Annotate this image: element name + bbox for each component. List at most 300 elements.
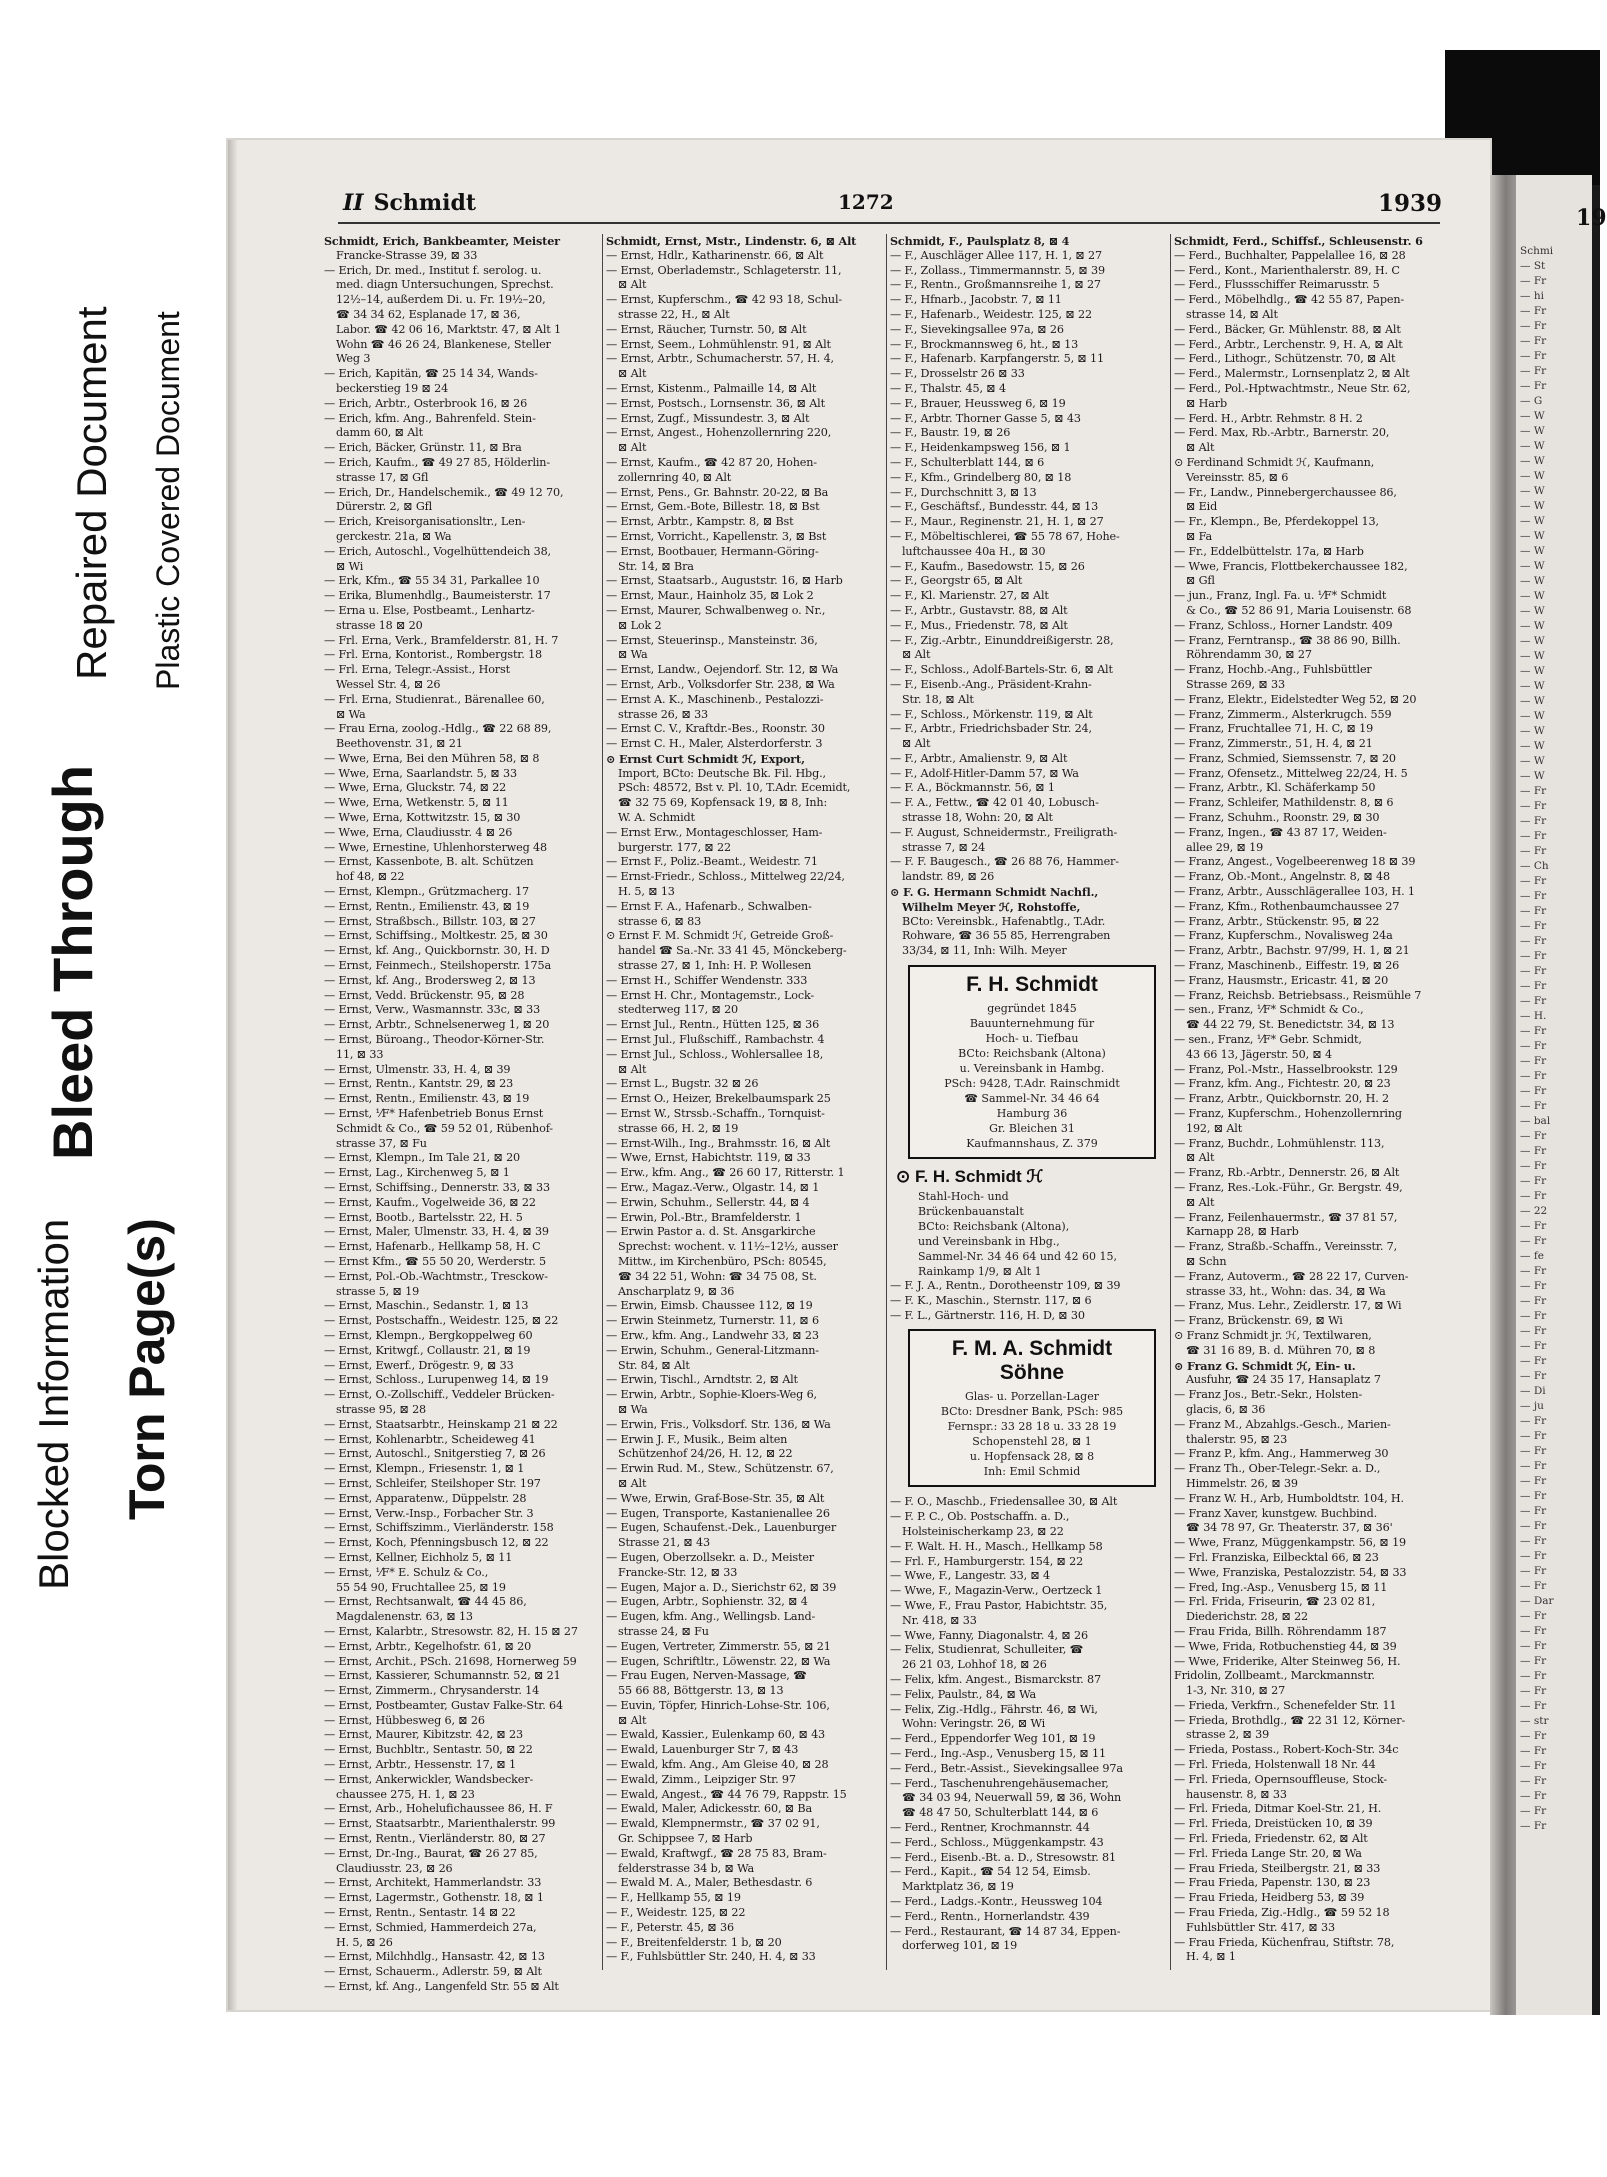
directory-entry-line: — Frl. Erna, Telegr.-Assist., Horst [324,663,510,677]
directory-entry-line: — Frieda, Verkfrn., Schenefelder Str. 11 [1174,1698,1397,1712]
advert-text-line: Fernspr.: 33 28 18 u. 33 28 19 [947,1420,1117,1434]
directory-entry-line: — Ernst, ⅟F* E. Schulz & Co., [324,1565,489,1579]
directory-entry-line: Anscharplatz 9, ⊠ 36 [618,1284,735,1298]
directory-entry-line: — Ernst, Verw.-Insp., Forbacher Str. 3 [324,1506,534,1520]
directory-entry-line: — Felix, Studienrat, Schulleiter, ☎ [890,1643,1084,1657]
directory-entry-line: — Frau Frieda, Zig.-Hdlg., ☎ 59 52 18 [1174,1906,1390,1920]
facing-page-line: — hi [1520,290,1544,302]
directory-entry-line: zollernring 40, ⊠ Alt [618,470,732,484]
directory-entry-line: ⊠ Alt [618,1062,647,1076]
section-number: II [343,190,364,216]
directory-entry-line: — Franz, Angest., Vogelbeerenweg 18 ⊠ 39 [1174,855,1416,869]
facing-page-line: — Fr [1520,1355,1547,1367]
directory-entry-line: — Frl. Erna, Kontorist., Rombergstr. 18 [324,648,543,662]
directory-entry-line: ⊙ Franz Schmidt jr. ℋ, Textilwaren, [1174,1328,1372,1342]
directory-entry-line: — Franz, Kupferschm., Hohenzollernring [1174,1107,1402,1121]
directory-entry-line: ⊠ Alt [1186,1151,1215,1165]
directory-entry-line: strasse 17, ⊠ Gfl [336,470,429,484]
facing-page-line: — Fr [1520,1685,1547,1697]
directory-entry-line: Diederichstr. 28, ⊠ 22 [1186,1610,1309,1624]
advert-fh-schmidt-bau [908,965,1156,1159]
directory-entry-line: — Euvin, Töpfer, Hinrich-Lohse-Str. 106, [606,1698,830,1712]
directory-entry-line: Marktplatz 36, ⊠ 19 [902,1880,1014,1894]
directory-entry-line: — Ernst-Friedr., Schloss., Mittelweg 22/24, [606,870,845,884]
facing-page-line: — W [1520,710,1545,722]
facing-page-line: — Fr [1520,1415,1547,1427]
directory-entry-line: hausenstr. 8, ⊠ 33 [1186,1787,1287,1801]
directory-entry-line: — Erich, Kaufm., ☎ 49 27 85, Hölderlin- [324,455,550,469]
directory-entry-line: — Ernst, Postbeamter, Gustav Falke-Str. 64 [324,1698,563,1712]
directory-entry-line: — Ernst, Straßbsch., Billstr. 103, ⊠ 27 [324,914,536,928]
facing-page-line: — Fr [1520,1190,1547,1202]
directory-entry-line: — Franz Th., Ober-Telegr.-Sekr. a. D., [1174,1462,1381,1476]
directory-entry-line: — Franz, Arbtr., Ausschlägerallee 103, H. 1 [1174,885,1415,899]
page-gutter-shadow [228,140,238,2010]
advert-fh-schmidt-stahl-title: ⊙ F. H. Schmidt ℋ [896,1167,1044,1187]
directory-entry-line: — F. O., Maschb., Friedensallee 30, ⊠ Alt [890,1495,1118,1509]
directory-entry-line: — F., Schloss., Adolf-Bartels-Str. 6, ⊠ Alt [890,663,1113,677]
directory-entry-line: allee 29, ⊠ 19 [1186,840,1264,854]
directory-entry-line: — F., Drosselstr 26 ⊠ 33 [890,367,1025,381]
directory-entry-line: — Ernst, Klempn., Bergkoppelweg 60 [324,1328,533,1342]
directory-entry-line: — Ernst, Staatsarb., Auguststr. 16, ⊠ Harb [606,574,843,588]
directory-entry-line: Fuhlsbüttler Str. 417, ⊠ 33 [1186,1920,1335,1934]
directory-entry-line: Schmidt, Ferd., Schiffsf., Schleusenstr. 6 [1174,234,1423,248]
directory-entry-line: H. 4, ⊠ 1 [1186,1950,1236,1964]
directory-entry-line: — Ernst H., Schiffer Wendenstr. 333 [606,973,808,987]
directory-entry-line: — Ernst Kfm., ☎ 55 50 20, Werderstr. 5 [324,1254,547,1268]
facing-page-line: — Fr [1520,1310,1547,1322]
directory-entry-line: ☎ 34 34 62, Esplanade 17, ⊠ 36, [336,307,521,321]
directory-entry-line: — Ernst, Milchhdlg., Hansastr. 42, ⊠ 13 [324,1950,545,1964]
directory-entry-line: — Ernst, Schiffsing., Dennerstr. 33, ⊠ 33 [324,1181,550,1194]
directory-entry-line: — Erwin, Tischl., Arndtstr. 2, ⊠ Alt [606,1373,798,1387]
facing-page-line: — W [1520,590,1545,602]
directory-entry-line: — Ernst, Schiffsing., Moltkestr. 25, ⊠ 30 [324,929,548,943]
advert-text-line: BCto: Dresdner Bank, PSch: 985 [940,1405,1124,1419]
directory-entry-line: — Ernst, Schauerm., Adlerstr. 59, ⊠ Alt [324,1965,542,1979]
page-number: 1272 [838,190,894,214]
directory-entry-line: — Ernst, Ulmenstr. 33, H. 4, ⊠ 39 [324,1062,511,1076]
directory-entry-line: strasse 2, ⊠ 39 [1186,1728,1270,1742]
directory-entry-line: — Fr., Klempn., Be, Pferdekoppel 13, [1174,515,1379,529]
directory-entry-line: ⊠ Fa [1186,529,1213,543]
facing-page-line: — Fr [1520,1070,1547,1082]
directory-entry-line: Weg 3 [336,352,371,366]
directory-entry-line: — Ernst A. K., Maschinenb., Pestalozzi- [606,692,824,706]
directory-entry-line: — Ernst, Lag., Kirchenweg 5, ⊠ 1 [324,1166,510,1180]
column-3 [890,234,1162,1970]
facing-page-line: — Fr [1520,1505,1547,1517]
directory-entry-line: — Ernst Erw., Montageschlosser, Ham- [606,825,823,839]
directory-entry-line: Import, BCto: Deutsche Bk. Fil. Hbg., [618,766,826,780]
directory-entry-line: luftchaussee 40a H., ⊠ 30 [902,544,1046,558]
directory-entry-line: Str. 18, ⊠ Alt [902,692,974,706]
directory-entry-line: — Franz, Kupferschm., Novalisweg 24a [1174,929,1393,943]
directory-entry-line: — Ewald, kfm. Ang., Am Gleise 40, ⊠ 28 [606,1758,829,1772]
directory-entry-line: — jun., Franz, Ingl. Fa. u. ⅟F* Schmidt [1174,589,1387,603]
directory-entry-line: Wohn ☎ 46 26 24, Blankenese, Steller [336,337,551,351]
directory-entry-line: — Ernst, Arbtr., Kampstr. 8, ⊠ Bst [606,515,794,529]
label-bleed-through: Bleed Through [41,764,104,1160]
directory-entry-line: — Ernst, Koch, Pfenningsbusch 12, ⊠ 22 [324,1536,549,1550]
directory-entry-line: — F., Brockmannsweg 6, ht., ⊠ 13 [890,337,1079,351]
facing-page-line: — W [1520,455,1545,467]
directory-entry-line: — F., Rentn., Großmannsreihe 1, ⊠ 27 [890,278,1101,292]
directory-entry-line: chaussee 275, H. 1, ⊠ 23 [336,1787,475,1801]
directory-entry-line: — Ernst Jul., Rentn., Hütten 125, ⊠ 36 [606,1018,820,1032]
directory-entry-line: — Eugen, Transporte, Kastanienallee 26 [606,1506,830,1520]
directory-entry-line: — Ernst L., Bugstr. 32 ⊠ 26 [606,1077,759,1091]
advert-title: F. H. Schmidt [966,973,1098,997]
facing-page-line: — Fr [1520,1490,1547,1502]
facing-page-line: — W [1520,470,1545,482]
directory-entry-line: ⊠ Alt [1186,1195,1215,1209]
directory-entry-line: — Eugen, kfm. Ang., Wellingsb. Land- [606,1610,816,1624]
directory-entry-line: — Erwin Pastor a. d. St. Ansgarkirche [606,1225,816,1239]
directory-entry-line: Beethovenstr. 31, ⊠ 21 [336,737,463,751]
advert-text-line: Hamburg 36 [996,1107,1068,1121]
directory-entry-line: — Wwe, Erna, Bei den Mühren 58, ⊠ 8 [324,751,540,765]
directory-entry-line: — F., Adolf-Hitler-Damm 57, ⊠ Wa [890,766,1079,780]
directory-entry-line: Claudiusstr. 23, ⊠ 26 [336,1861,453,1875]
directory-entry-line: — F., Hfnarb., Jacobstr. 7, ⊠ 11 [890,293,1062,307]
directory-entry-line: BCto: Vereinsbk., Hafenabtlg., T.Adr. [902,914,1106,928]
directory-entry-line: — Frau Frida, Billh. Röhrendamm 187 [1174,1624,1387,1638]
directory-entry-line: — Franz, Ingen., ☎ 43 87 17, Weiden- [1174,825,1387,839]
directory-entry-line: — Frau Frieda, Küchenfrau, Stiftstr. 78, [1174,1935,1395,1949]
directory-entry-line: — Ferd., Kapit., ☎ 54 12 54, Eimsb. [890,1865,1091,1879]
directory-entry-line: — F., Zig.-Arbtr., Einunddreißigerstr. 28, [890,633,1114,647]
facing-page-line: — Fr [1520,1445,1547,1457]
directory-entry-line: ⊠ Alt [618,367,647,381]
facing-page-line: — Fr [1520,1700,1547,1712]
directory-entry-line: — Ferd., Taschenuhrengehäusemacher, [890,1776,1109,1790]
directory-entry-line: — Wwe, Frida, Rotbuchenstieg 44, ⊠ 39 [1174,1639,1397,1653]
directory-entry-line: — Ernst, kf. Ang., Langenfeld Str. 55 ⊠ Alt [324,1980,559,1994]
directory-entry-line: — Ernst, Maur., Hainholz 35, ⊠ Lok 2 [606,589,814,603]
directory-entry-line: — Wwe, Erna, Gluckstr. 74, ⊠ 22 [324,781,507,795]
directory-entry-line: — F. A., Fettw., ☎ 42 01 40, Lobusch- [890,796,1099,810]
directory-entry-line: — Franz, Fruchtallee 71, H. C, ⊠ 19 [1174,722,1374,736]
directory-entry-line: — Frl. Franziska, Eilbecktal 66, ⊠ 23 [1174,1550,1379,1564]
directory-entry-line: — F. A., Böckmannstr. 56, ⊠ 1 [890,781,1055,795]
directory-entry-line: — F., Thalstr. 45, ⊠ 4 [890,381,1006,395]
directory-entry-line: — Franz, Zimmerm., Alsterkrugch. 559 [1174,707,1392,721]
directory-entry-line: Karnapp 28, ⊠ Harb [1186,1225,1299,1239]
facing-page-line: — Fr [1520,1325,1547,1337]
directory-entry-line: — Ernst, Rechtsanwalt, ☎ 44 45 86, [324,1595,527,1609]
directory-entry-line: — Ernst, Zimmerm., Chrysanderstr. 14 [324,1684,540,1698]
advert-text-line: Hoch- u. Tiefbau [985,1032,1079,1046]
facing-page-line: — W [1520,605,1545,617]
facing-page-line: — Fr [1520,1430,1547,1442]
directory-entry-line: — Ernst, Lagermstr., Gothenstr. 18, ⊠ 1 [324,1891,544,1905]
facing-page-line: — Fr [1520,1805,1547,1817]
directory-entry-line: H. 5, ⊠ 26 [336,1935,393,1949]
advert-text-line: Inh: Emil Schmid [983,1465,1081,1479]
directory-entry-line: Schmidt, Erich, Bankbeamter, Meister [324,234,560,248]
facing-page-header: 19 [1576,205,1607,231]
directory-entry-line: — Eugen, Schriftltr., Löwenstr. 22, ⊠ Wa [606,1654,831,1668]
directory-entry-line: — Ernst, Kritwgf., Collaustr. 21, ⊠ 19 [324,1343,531,1357]
directory-entry-line: Gr. Schippsee 7, ⊠ Harb [618,1832,753,1846]
directory-entry-line: — Ferd., Lithogr., Schützenstr. 70, ⊠ Alt [1174,352,1396,366]
directory-entry-line: — sen., Franz, ⅟F* Gebr. Schmidt, [1174,1033,1362,1047]
directory-entry-line: — Ernst, Dr.-Ing., Baurat, ☎ 26 27 85, [324,1846,538,1860]
directory-entry-line: — Franz, Kfm., Rothenbaumchaussee 27 [1174,899,1400,913]
facing-page-line: — Fr [1520,1100,1547,1112]
directory-entry-line: — Wwe, Franz, Müggenkampstr. 56, ⊠ 19 [1174,1536,1407,1550]
directory-entry-line: — Ernst, Kassenbote, B. alt. Schützen [324,855,534,869]
directory-entry-line: ⊠ Schn [1186,1254,1227,1268]
directory-entry-line: — Erwin, Pol.-Btr., Bramfelderstr. 1 [606,1210,802,1224]
directory-entry-line: — Eugen, Vertreter, Zimmerstr. 55, ⊠ 21 [606,1639,831,1653]
facing-page-line: — Fr [1520,980,1547,992]
page-year: 1939 [1378,190,1443,217]
directory-entry-line: — Ernst, Kupferschm., ☎ 42 93 18, Schul- [606,293,843,307]
directory-entry-line: W. A. Schmidt [618,811,695,825]
directory-entry-line: ⊠ Alt [618,278,647,292]
directory-entry-line: dorferweg 101, ⊠ 19 [902,1939,1018,1953]
facing-page-line: — W [1520,485,1545,497]
header-rule [338,222,1440,224]
directory-entry-line: — Ferd., Flussschiffer Reimarusstr. 5 [1174,278,1380,292]
directory-entry-line: — Ernst, Pol.-Ob.-Wachtmstr., Tresckow- [324,1269,548,1283]
facing-page-line: — Fr [1520,1130,1547,1142]
directory-entry-line: — F., Durchschnitt 3, ⊠ 13 [890,485,1037,499]
facing-page-line: — Fr [1520,275,1547,287]
directory-entry-line: — Ewald, Maler, Adickesstr. 60, ⊠ Ba [606,1802,813,1816]
directory-entry-line: — Frau Frieda, Papenstr. 130, ⊠ 23 [1174,1876,1371,1890]
directory-entry-line: strasse 7, ⊠ 24 [902,840,986,854]
directory-entry-line: — Ewald, Angest., ☎ 44 76 79, Rappstr. 15 [606,1787,847,1801]
directory-entry-line: — Franz, Rb.-Arbtr., Dennerstr. 26, ⊠ Alt [1174,1166,1400,1180]
directory-entry-line: — Ernst, Rentn., Emilienstr. 43, ⊠ 19 [324,1092,530,1106]
directory-entry-line: — Erwin Steinmetz, Turnerstr. 11, ⊠ 6 [606,1314,819,1328]
directory-entry-line: ⊙ Ernst F. M. Schmidt ℋ, Getreide Groß- [606,929,834,943]
directory-entry-line: — Ewald, Klempnermstr., ☎ 37 02 91, [606,1817,820,1831]
directory-entry-line: — Ernst, Autoschl., Snitgerstieg 7, ⊠ 26 [324,1447,546,1461]
facing-page-line: — W [1520,665,1545,677]
directory-entry-line: — F., Arbtr., Amalienstr. 9, ⊠ Alt [890,751,1068,765]
directory-entry-line: — Ernst, Seem., Lohmühlenstr. 91, ⊠ Alt [606,337,831,351]
directory-entry-line: Schmidt, Ernst, Mstr., Lindenstr. 6, ⊠ Alt [606,234,857,248]
facing-page-line: — Fr [1520,1025,1547,1037]
facing-page-line: — W [1520,770,1545,782]
directory-entry-line: ⊠ Wi [336,559,364,573]
directory-entry-line: — Erich, Dr. med., Institut f. serolog. u. [324,263,542,277]
right-scan-edge [1592,185,1600,2015]
directory-entry-line: — Erich, Autoschl., Vogelhüttendeich 38, [324,544,551,558]
directory-entry-line: ⊠ Wa [618,648,648,662]
facing-page-line: — W [1520,680,1545,692]
directory-entry-line: ☎ 32 75 69, Kopfensack 19, ⊠ 8, Inh: [618,796,828,810]
directory-entry-line: — Ernst, Arbtr., Schnelsenerweg 1, ⊠ 20 [324,1018,550,1032]
directory-entry-line: — Ernst, Vedd. Brückenstr. 95, ⊠ 28 [324,988,525,1002]
directory-entry-line: — Frl. Erna, Verk., Bramfelderstr. 81, H. 7 [324,633,559,647]
directory-entry-line: — F., Eisenb.-Ang., Präsident-Krahn- [890,677,1092,691]
advert-text-line: u. Vereinsbank in Hambg. [959,1062,1105,1076]
directory-entry-line: ⊠ Alt [902,648,931,662]
facing-page-line: — W [1520,440,1545,452]
directory-entry-line: Dürerstr. 2, ⊠ Gfl [336,500,433,514]
directory-entry-line: — Ernst, Apparatenw., Düppelstr. 28 [324,1491,527,1505]
facing-page-line: — Fr [1520,815,1547,827]
directory-entry-line: Röhrendamm 30, ⊠ 27 [1186,648,1312,662]
directory-entry-line: — Frl. Frieda, Ditmar Koel-Str. 21, H. [1174,1802,1382,1816]
facing-page-line: — W [1520,530,1545,542]
advert-text-line: Rainkamp 1/9, ⊠ Alt 1 [918,1265,1042,1279]
directory-entry-line: 192, ⊠ Alt [1186,1121,1243,1135]
facing-page-line: — Fr [1520,1520,1547,1532]
facing-page-line: — Fr [1520,1085,1547,1097]
directory-entry-line: — F., Mus., Friedenstr. 78, ⊠ Alt [890,618,1068,632]
facing-page-line: — Fr [1520,800,1547,812]
directory-entry-line: — Franz, Mus. Lehr., Zeidlerstr. 17, ⊠ Wi [1174,1299,1402,1313]
directory-entry-line: — Erk, Kfm., ☎ 55 34 31, Parkallee 10 [324,574,540,588]
directory-entry-line: 33/34, ⊠ 11, Inh: Wilh. Meyer [902,944,1067,958]
directory-entry-line: — Ferd., Eisenb.-Bt. a. D., Stresowstr. 81 [890,1850,1116,1864]
directory-entry-line: — F. P. C., Ob. Postschaffn. a. D., [890,1510,1070,1524]
directory-entry-line: ☎ 31 16 89, B. d. Mühren 70, ⊠ 8 [1186,1343,1376,1357]
directory-entry-line: — Ernst, Verw., Wasmannstr. 33c, ⊠ 33 [324,1003,541,1017]
directory-entry-line: 1-3, Nr. 310, ⊠ 27 [1186,1684,1286,1698]
facing-page-line: — W [1520,650,1545,662]
directory-entry-line: — Franz, Buchdr., Lohmühlenstr. 113, [1174,1136,1385,1150]
directory-entry-line: — F., Kaufm., Basedowstr. 15, ⊠ 26 [890,559,1085,573]
directory-entry-line: — F., Weidestr. 125, ⊠ 22 [606,1906,746,1920]
directory-entry-line: — Wwe, Erwin, Graf-Bose-Str. 35, ⊠ Alt [606,1491,825,1505]
page-header-name [343,190,476,216]
directory-entry-line: — Felix, kfm. Angest., Bismarckstr. 87 [890,1673,1101,1686]
facing-page-line: — Fr [1520,380,1547,392]
directory-entry-line: — Ferd., Rentner, Krochmannstr. 44 [890,1820,1090,1834]
directory-entry-line: ☎ 34 78 97, Gr. Theaterstr. 37, ⊠ 36' [1186,1521,1393,1535]
directory-entry-line: — Ewald, Kraftwgf., ☎ 28 75 83, Bram- [606,1846,827,1860]
facing-page-line: — W [1520,515,1545,527]
directory-entry-line: strasse 24, ⊠ Fu [618,1624,709,1638]
directory-entry-line: — Erwin J. F., Musik., Beim alten [606,1432,788,1446]
advert-text-line: Gr. Bleichen 31 [989,1122,1075,1136]
facing-page-line: — Fr [1520,995,1547,1007]
directory-entry-line: — Ernst, Hübbesweg 6, ⊠ 26 [324,1713,485,1727]
directory-entry-line: — Ernst, Kellner, Eichholz 5, ⊠ 11 [324,1550,513,1564]
directory-entry-line: — Eugen, Schaufenst.-Dek., Lauenburger [606,1521,837,1535]
directory-entry-line: thalerstr. 95, ⊠ 23 [1186,1432,1288,1446]
facing-page-line: — Fr [1520,1670,1547,1682]
directory-entry-line: — Ernst, Archit., PSch. 21698, Hornerweg 59 [324,1654,577,1668]
directory-entry-line: — Wwe, Ernestine, Uhlenhorsterweg 48 [324,840,547,854]
directory-entry-line: — Eugen, Oberzollsekr. a. D., Meister [606,1550,815,1564]
directory-entry-line: — Franz, Feilenhauermstr., ☎ 37 81 57, [1174,1210,1398,1224]
label-torn-pages: Torn Page(s) [119,1218,175,1520]
directory-entry-line: ⊠ Alt [902,737,931,751]
directory-entry-line: — Ernst, O.-Zollschiff., Veddeler Brücken- [324,1388,555,1402]
directory-entry-line: — Wwe, Erna, Wetkenstr. 5, ⊠ 11 [324,796,509,810]
directory-entry-line: — Ernst, Ewerf., Drögestr. 9, ⊠ 33 [324,1358,514,1372]
directory-entry-line: — Ernst, Schiffszimm., Vierländerstr. 158 [324,1521,554,1535]
directory-entry-line: — Ferd., Möbelhdlg., ☎ 42 55 87, Papen- [1174,293,1405,307]
facing-page-line: — W [1520,410,1545,422]
directory-entry-line: — Franz, Brückenstr. 69, ⊠ Wi [1174,1314,1343,1328]
facing-page-line: — Fr [1520,305,1547,317]
directory-entry-line: — Franz, Zimmerstr., 51, H. 4, ⊠ 21 [1174,737,1373,751]
book-spine [1490,175,1516,2015]
directory-entry-line: — Frau Frieda, Steilbergstr. 21, ⊠ 33 [1174,1861,1381,1875]
column-3-entries-mid [890,1279,1162,1323]
directory-entry-line: — Ernst, Kistenm., Palmaille 14, ⊠ Alt [606,381,817,395]
directory-entry-line: H. 5, ⊠ 13 [618,885,675,899]
directory-entry-line: — Franz P., kfm. Ang., Hammerweg 30 [1174,1447,1389,1461]
facing-page-line: — Fr [1520,1730,1547,1742]
facing-page-line: — W [1520,545,1545,557]
directory-entry-line: — F., Auschläger Allee 117, H. 1, ⊠ 27 [890,248,1102,262]
directory-entry-line: — Ernst, Bootbauer, Hermann-Göring- [606,544,819,558]
advert-text-line: Kaufmannshaus, Z. 379 [966,1137,1098,1151]
directory-entry-line: — Ernst, kf. Ang., Brodersweg 2, ⊠ 13 [324,973,536,987]
directory-entry-line: — Ernst, Kaufm., Vogelweide 36, ⊠ 22 [324,1195,536,1209]
directory-entry-line: — Fred, Ing.-Asp., Venusberg 15, ⊠ 11 [1174,1580,1388,1594]
advert-text-line: u. Hopfensack 28, ⊠ 8 [969,1450,1095,1464]
directory-entry-line: Himmelstr. 26, ⊠ 39 [1186,1476,1298,1490]
directory-entry-line: — Ferd., Rentn., Hornerlandstr. 439 [890,1909,1090,1923]
facing-page-line: — W [1520,755,1545,767]
directory-entry-line: — Ferd., Schloss., Müggenkampstr. 43 [890,1835,1104,1849]
facing-page-line: — Fr [1520,1040,1547,1052]
directory-entry-line: — F. F. Baugesch., ☎ 26 88 76, Hammer- [890,855,1119,869]
directory-entry-line: — F., Arbtr., Gustavstr. 88, ⊠ Alt [890,603,1068,617]
directory-entry-line: ⊠ Alt [1186,441,1215,455]
directory-entry-line: — Ferd., Malermstr., Lornsenplatz 2, ⊠ Alt [1174,367,1410,381]
directory-entry-line: — Ewald, Zimm., Leipziger Str. 97 [606,1772,796,1786]
facing-page-line: — W [1520,500,1545,512]
column-2 [606,234,878,1970]
directory-entry-line: Wilhelm Meyer ℋ, Rohstoffe, [902,899,1081,914]
directory-entry-line: — Ernst-Wilh., Ing., Brahmsstr. 16, ⊠ Alt [606,1136,831,1150]
directory-entry-line: — Ferd., Bäcker, Gr. Mühlenstr. 88, ⊠ Alt [1174,322,1401,336]
directory-entry-line: 26 21 03, Lohhof 18, ⊠ 26 [902,1658,1047,1672]
directory-entry-line: — Erwin, Eimsb. Chaussee 112, ⊠ 19 [606,1299,813,1313]
directory-entry-line: — Franz, Schleifer, Mathildenstr. 8, ⊠ 6 [1174,796,1394,810]
facing-page-line: — Fr [1520,1820,1547,1832]
directory-entry-line: 43 66 13, Jägerstr. 50, ⊠ 4 [1186,1047,1333,1061]
directory-entry-line: — Franz M., Abzahlgs.-Gesch., Marien- [1174,1417,1391,1431]
directory-entry-line: — Ernst, Gem.-Bote, Billestr. 18, ⊠ Bst [606,500,820,514]
directory-entry-line: — Ernst, Klempn., Friesenstr. 1, ⊠ 1 [324,1462,525,1476]
directory-entry-line: — Franz, Ferntransp., ☎ 38 86 90, Billh. [1174,633,1401,647]
directory-entry-line: — F. J. A., Rentn., Dorotheenstr 109, ⊠ 39 [890,1279,1121,1293]
directory-entry-line: — F., Arbtr., Friedrichsbader Str. 24, [890,722,1092,736]
directory-entry-line: — Frl. Frida, Friseurin, ☎ 23 02 81, [1174,1595,1376,1609]
facing-page-line: — W [1520,620,1545,632]
directory-entry-line: Mittw., im Kirchenbüro, PSch: 80545, [618,1254,827,1268]
directory-entry-line: — F., Peterstr. 45, ⊠ 36 [606,1920,734,1934]
directory-entry-line: — Frieda, Brothdlg., ☎ 22 31 12, Körner- [1174,1713,1406,1727]
advert-text-line: Schopenstehl 28, ⊠ 1 [972,1435,1092,1449]
facing-page-line: — Fr [1520,1145,1547,1157]
directory-entry-line: — F., Brauer, Heussweg 6, ⊠ 19 [890,396,1066,410]
facing-page-line: — Fr [1520,1580,1547,1592]
directory-entry-line: — Ernst, Schleifer, Steilshoper Str. 197 [324,1476,541,1490]
directory-entry-line: — Ernst, Maurer, Kibitzstr. 42, ⊠ 23 [324,1728,523,1742]
directory-entry-line: landstr. 89, ⊠ 26 [902,870,995,884]
directory-entry-line: — Erwin, Schuhm., General-Litzmann- [606,1343,819,1357]
directory-entry-line: Wessel Str. 4, ⊠ 26 [336,677,441,691]
directory-entry-line: — Frau Erna, zoolog.-Hdlg., ☎ 22 68 89, [324,722,552,736]
facing-page-line: — ju [1520,1400,1544,1412]
directory-entry-line: — Frau Frieda, Heidberg 53, ⊠ 39 [1174,1891,1365,1905]
